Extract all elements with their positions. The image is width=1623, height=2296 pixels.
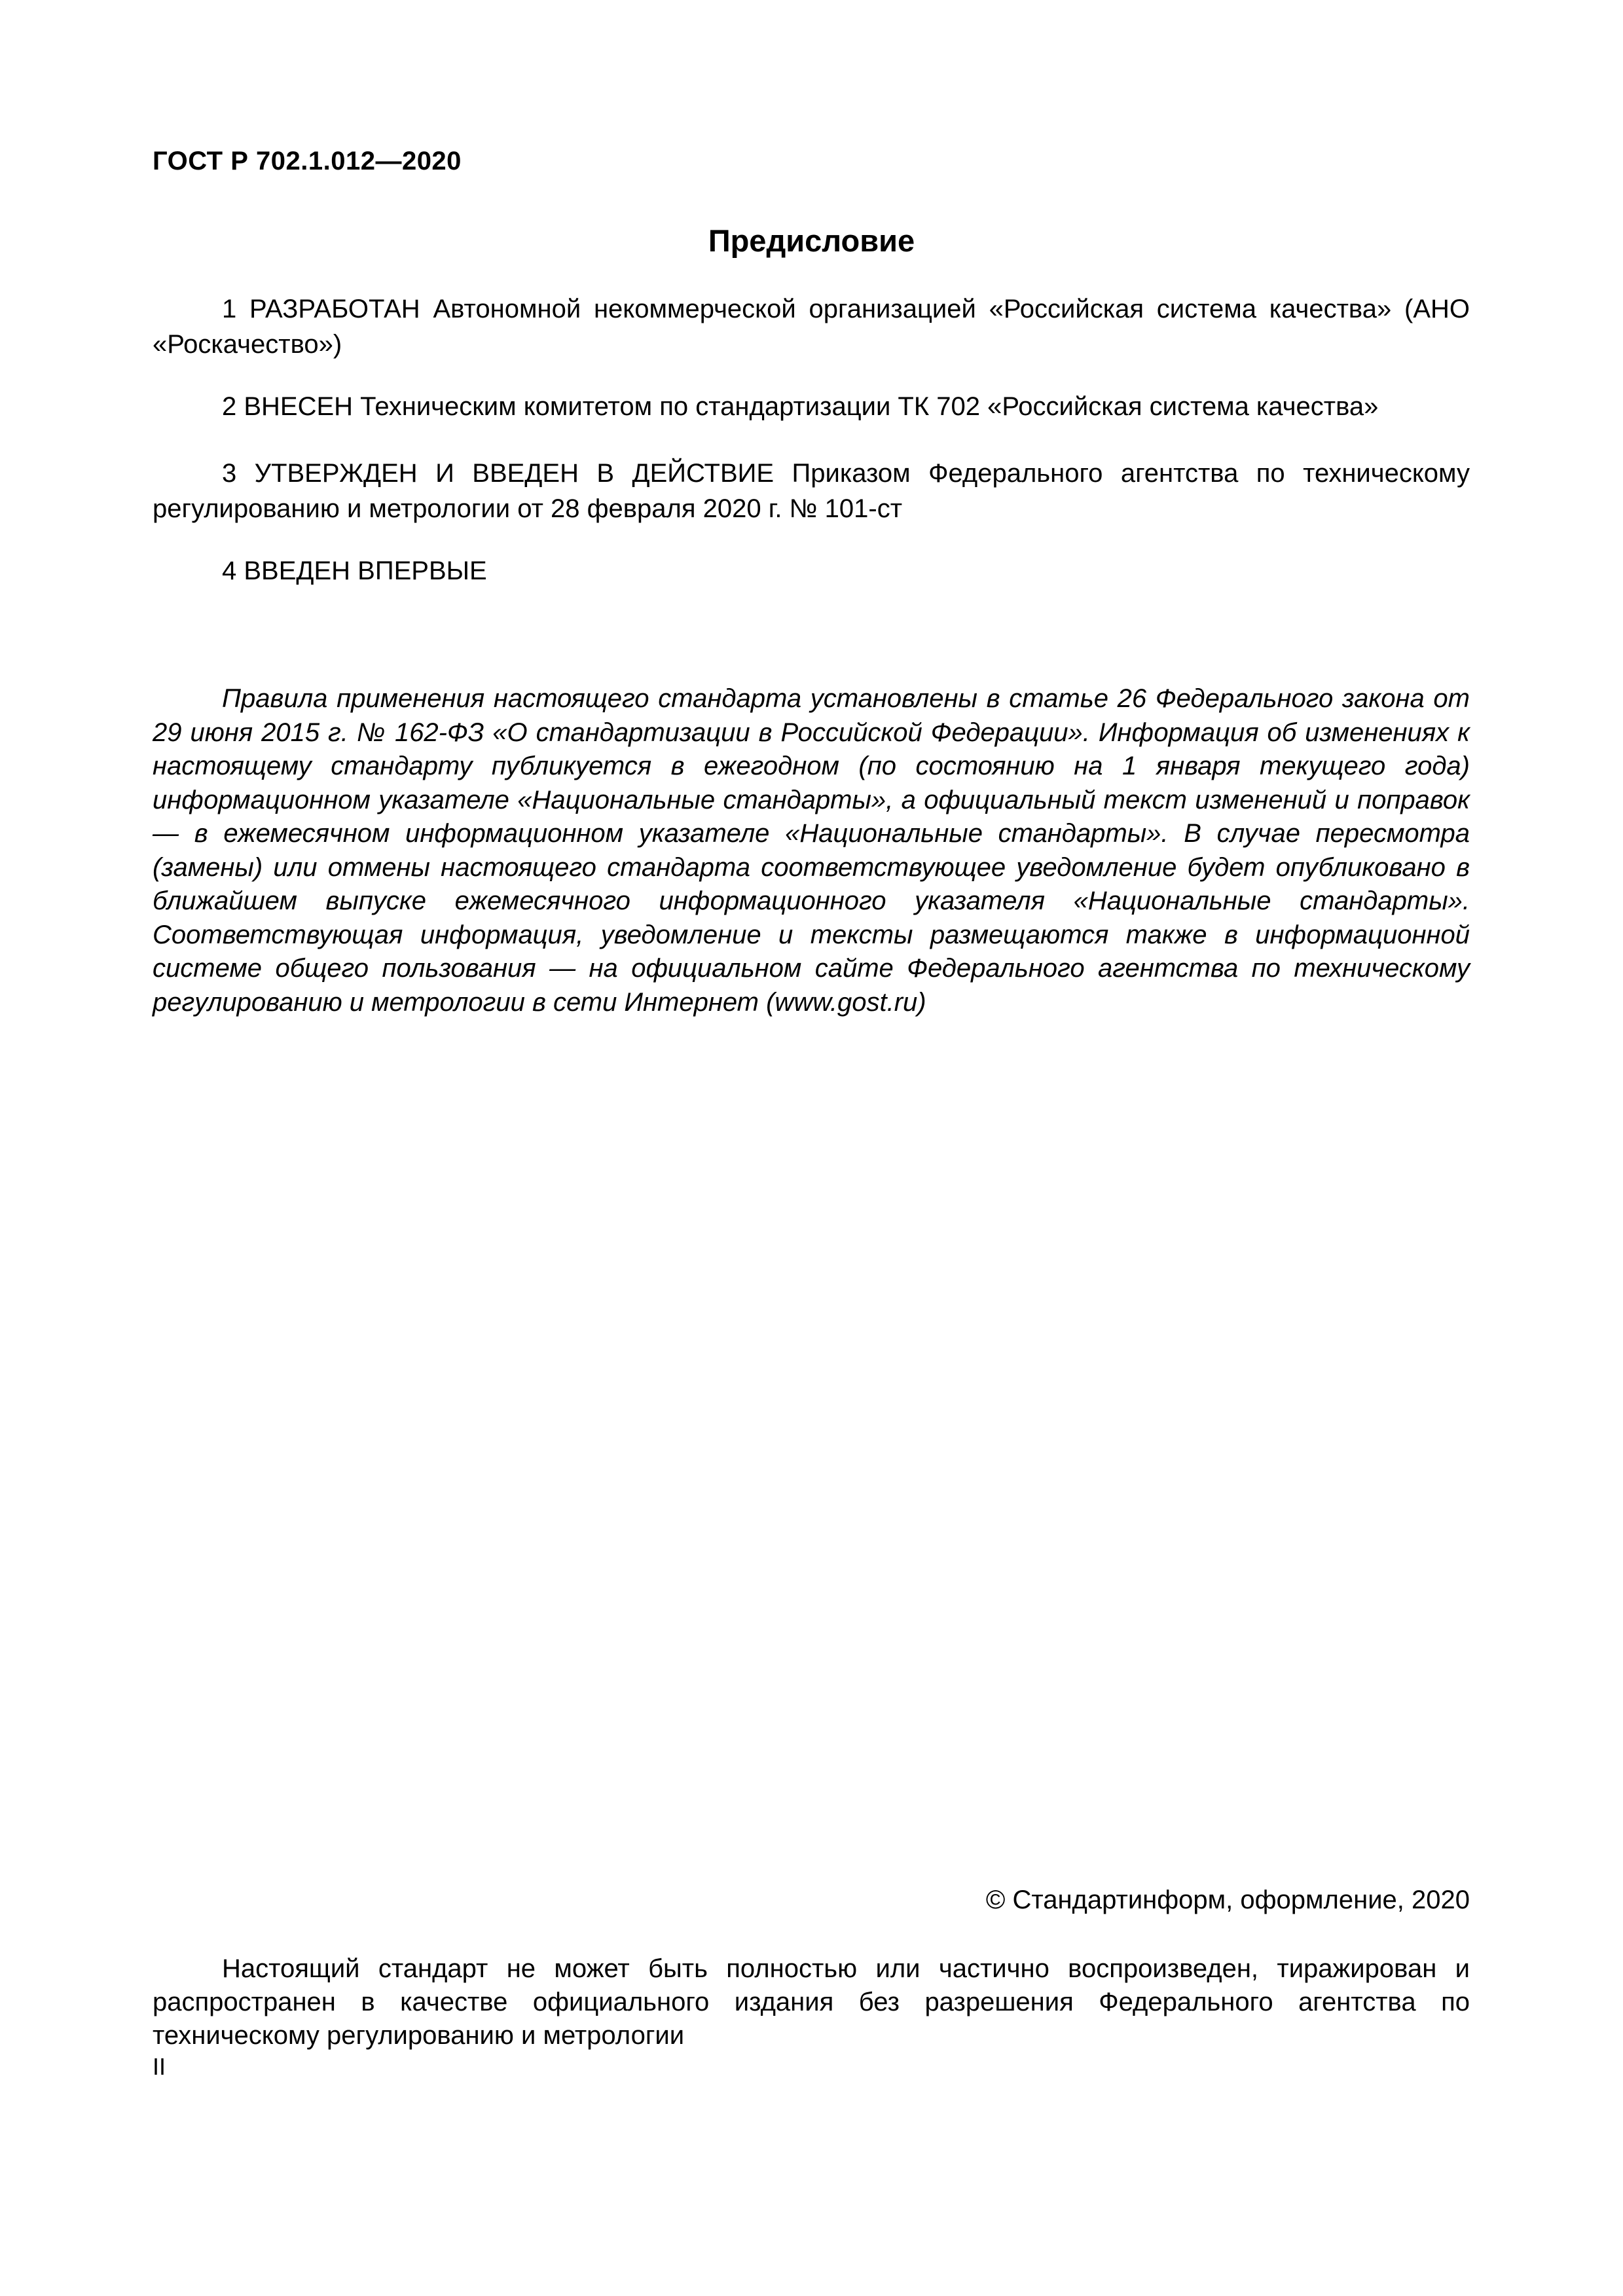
foreword-item-developed: 1 РАЗРАБОТАН Автономной некоммерческой организацией «Российская система качества» (АНО «Роскачество») bbox=[153, 295, 1470, 359]
foreword-item-introduced: 2 ВНЕСЕН Техническим комитетом по стандартизации ТК 702 «Российская система качества» bbox=[222, 392, 1379, 421]
foreword-item-approved: 3 УТВЕРЖДЕН И ВВЕДЕН В ДЕЙСТВИЕ Приказом Федерального агентства по техническому регулированию и метрологии от 28 февраля 2020 г. № 101-ст bbox=[153, 459, 1470, 523]
application-rules-note: Правила применения настоящего стандарта установлены в статье 26 Федерального закона от 29 июня 2015 г. № 162-ФЗ «О стандартизации в Российской Федерации». Информация об изменениях к настоящему стандарту публикуется в ежегодном (по состоянию на 1 января текущего года) информационном указателе «Национальные стандарты», а официальный текст изменений и поправок — в ежемесячном информационном указателе «Национальные стандарты». В случае пересмотра (замены) или отмены настоящего стандарта соответствующее уведомление будет опубликовано в ближайшем выпуске ежемесячного информационного указателя «Национальные стандарты». Соответствующая информация, уведомление и тексты размещаются также в информационной системе общего пользования — на официальном сайте Федерального агентства по техническому регулированию и метрологии в сети Интернет (www.gost.ru) bbox=[153, 684, 1470, 1017]
page-title: Предисловие bbox=[708, 223, 915, 258]
foreword-item-first-introduced: 4 ВВЕДЕН ВПЕРВЫЕ bbox=[222, 556, 487, 585]
page-number: II bbox=[153, 2053, 166, 2080]
copyright-line: © Стандартинформ, оформление, 2020 bbox=[985, 1886, 1470, 1914]
document-code: ГОСТ Р 702.1.012—2020 bbox=[153, 147, 462, 175]
reproduction-notice: Настоящий стандарт не может быть полностью или частично воспроизведен, тиражирован и распространен в качестве официального издания без разрешения Федерального агентства по техническому регулированию и метрологии bbox=[153, 1954, 1470, 2050]
